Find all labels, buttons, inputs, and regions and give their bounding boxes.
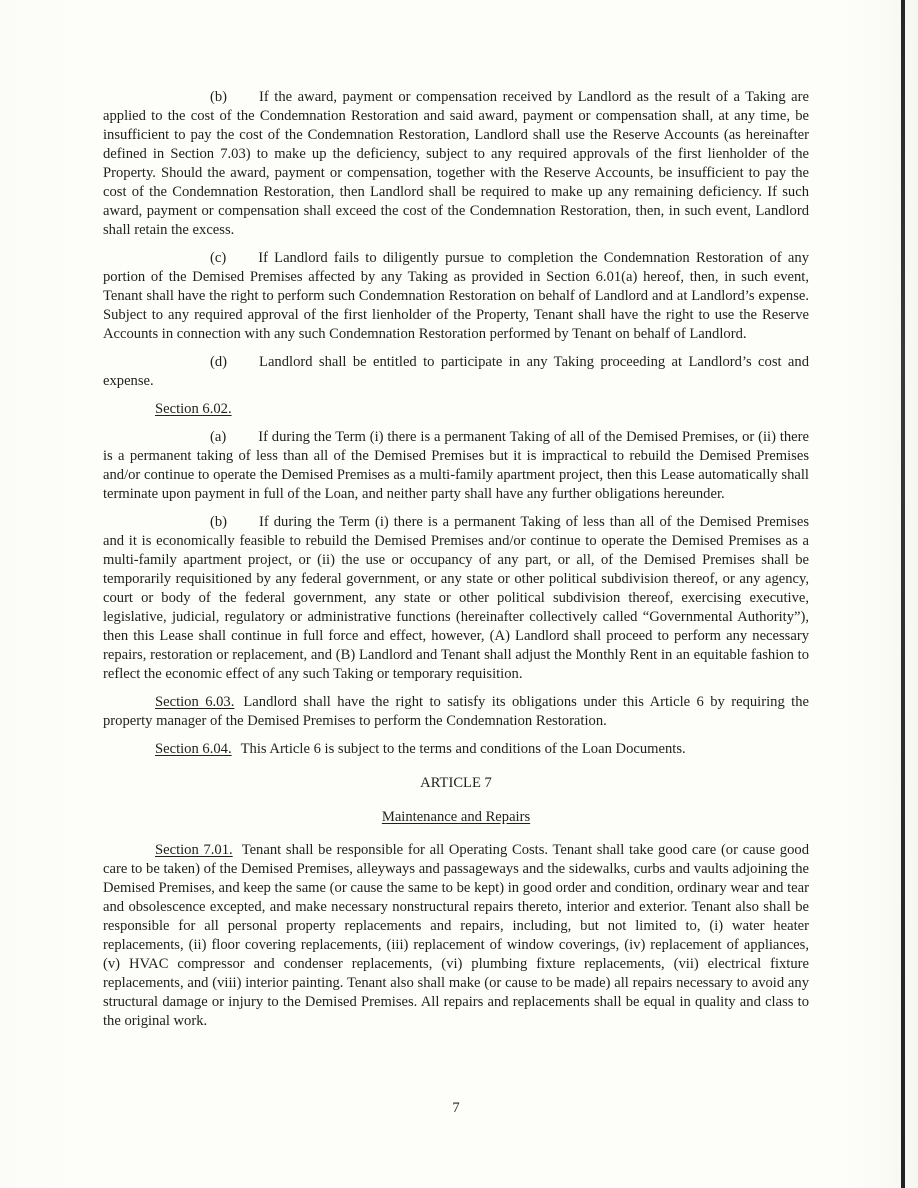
- page-number: 7: [452, 1100, 460, 1116]
- section-heading-text: Section 7.01.: [155, 842, 233, 858]
- paragraph-601-b: [103, 88, 809, 240]
- paragraph-text: If the award, payment or compensation received by Landlord as the result of a Taking are applied to the cost of the Condemnation Restoration and said award, payment or compensation shall, at any time, be insufficient to pay the cost of the Condemnation Restoration, Landlord shall use the Reserve Accounts (as hereinafter defined in Section 7.03) to make up the deficiency, subject to any required approvals of the first lienholder of the Property. Should the award, payment or compensation, together with the Reserve Accounts, be insufficient to pay the cost of the Condemnation Restoration, then Landlord shall be required to make up any remaining deficiency. If such award, payment or compensation shall exceed the cost of the Condemnation Restoration, then, in such event, Landlord shall retain the excess.: [103, 89, 809, 238]
- section-heading-text: Section 6.04.: [155, 741, 232, 757]
- paragraph-text: If during the Term (i) there is a permanent Taking of all of the Demised Premises, or (ii) there is a permanent taking of less than all of the Demised Premises but it is impractical to rebuild the Demised Premises and/or continue to operate the Demised Premises as a multi-family apartment project, then this Lease automatically shall terminate upon payment in full of the Loan, and neither party shall have any further obligations hereunder.: [103, 429, 809, 502]
- section-604: [103, 740, 809, 759]
- paragraph-label: (c): [210, 250, 227, 266]
- paragraph-602-b: [103, 513, 809, 684]
- paragraph-label: (b): [210, 89, 228, 105]
- paragraph-601-c: [103, 249, 809, 344]
- paragraph-601-d: [103, 353, 809, 391]
- section-body-text: This Article 6 is subject to the terms and conditions of the Loan Documents.: [240, 741, 686, 757]
- section-603: [103, 693, 809, 731]
- article-subheading: [103, 808, 809, 827]
- document-content: [103, 88, 809, 1040]
- paragraph-text: Landlord shall be entitled to participate in any Taking proceeding at Landlord’s cost and expense.: [103, 354, 809, 389]
- paragraph-label: (b): [210, 514, 228, 530]
- paragraph-text: If during the Term (i) there is a permanent Taking of less than all of the Demised Premises and it is economically feasible to rebuild the Demised Premises and/or continue to operate the Demised Premises as a multi-family apartment project, or (ii) the use or occupancy of any part, or all, of the Demised Premises shall be temporarily requisitioned by any federal government, or any state or other political subdivision thereof, or any agency, court or body of the federal government, any state or other political subdivision thereof, exercising executive, legislative, judicial, regulatory or administrative functions (hereinafter collectively called “Governmental Authority”), then this Lease shall continue in full force and effect, however, (A) Landlord shall proceed to perform any necessary repairs, restoration or replacement, and (B) Landlord and Tenant shall adjust the Monthly Rent in an equitable fashion to reflect the economic effect of any such Taking or temporary requisition.: [103, 514, 809, 682]
- section-body-text: Tenant shall be responsible for all Operating Costs. Tenant shall take good care (or cause good care to be taken) of the Demised Premises, alleyways and passageways and the sidewalks, curbs and vaults adjoining the Demised Premises, and keep the same (or cause the same to be kept) in good order and condition, ordinary wear and tear and obsolescence excepted, and make necessary nonstructural repairs thereto, interior and exterior. Tenant also shall be responsible for all personal property replacements and repairs, including, but not limited to, (i) water heater replacements, (ii) floor covering replacements, (iii) replacement of window coverings, (iv) replacement of appliances, (v) HVAC compressor and condenser replacements, (vi) plumbing fixture replacements, (vii) electrical fixture replacements, and (viii) interior painting. Tenant also shall make (or cause to be made) all repairs necessary to avoid any structural damage or injury to the Demised Premises. All repairs and replacements shall be equal in quality and class to the original work.: [103, 842, 809, 1029]
- section-body-text: Landlord shall have the right to satisfy its obligations under this Article 6 by requiring the property manager of the Demised Premises to perform the Condemnation Restoration.: [103, 694, 809, 729]
- section-heading-text: Section 6.03.: [155, 694, 235, 710]
- article-heading: ARTICLE 7: [420, 775, 492, 791]
- paragraph-label: (d): [210, 354, 228, 370]
- article-subheading-text: Maintenance and Repairs: [381, 809, 531, 825]
- section-701: [103, 841, 809, 1031]
- paragraph-602-a: [103, 428, 809, 504]
- scan-artifact-line: [901, 0, 905, 1188]
- paragraph-label: (a): [210, 429, 227, 445]
- section-602-heading: [103, 400, 809, 419]
- paragraph-text: If Landlord fails to diligently pursue to completion the Condemnation Restoration of any portion of the Demised Premises affected by any Taking as provided in Section 6.01(a) hereof, then, in such event, Tenant shall have the right to perform such Condemnation Restoration on behalf of Landlord and at Landlord’s expense. Subject to any required approval of the first lienholder of the Property, Tenant shall have the right to use the Reserve Accounts in connection with any such Condemnation Restoration performed by Tenant on behalf of Landlord.: [103, 250, 809, 342]
- section-heading-text: Section 6.02.: [155, 401, 232, 417]
